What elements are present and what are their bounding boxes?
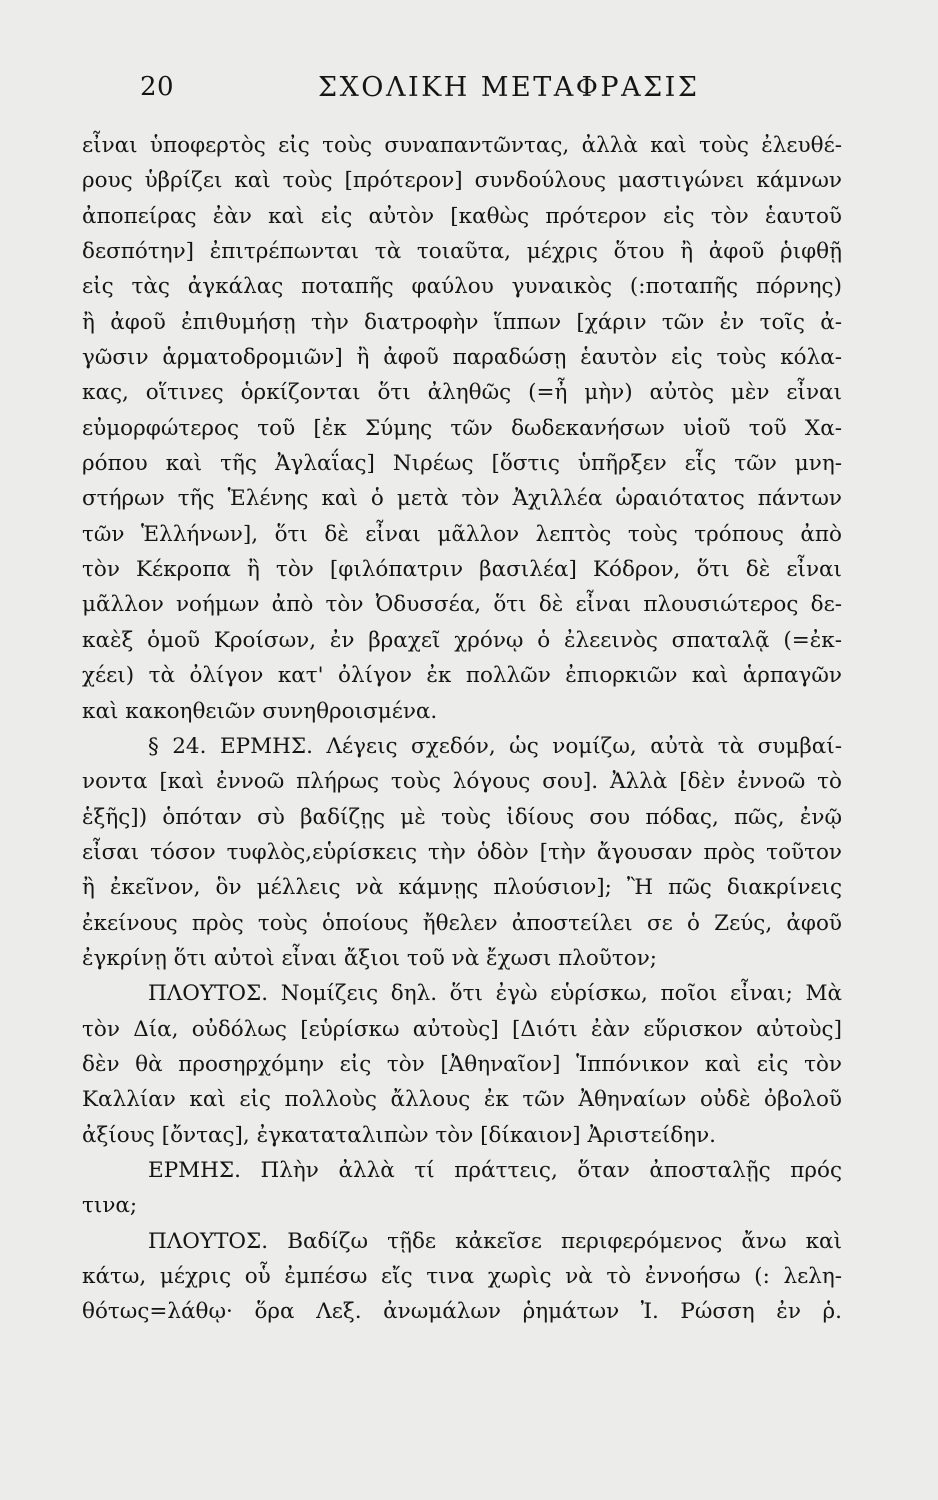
text-line: εἶσαι τόσον τυφλὸς,εὑρίσκεις τὴν ὁδὸν [τὴν ἄγουσαν πρὸς τοῦτον xyxy=(82,839,842,865)
text-line: κας, οἵτινες ὁρκίζονται ὅτι ἀληθῶς (=ἦ μὴν) αὐτὸς μὲν εἶναι xyxy=(82,380,842,406)
text-line: μᾶλλον νοήμων ἀπὸ τὸν Ὀδυσσέα, ὅτι δὲ εἶναι πλουσιώτερος δε- xyxy=(82,592,842,618)
text-line: δεσπότην] ἐπιτρέπωνται τὰ τοιαῦτα, μέχρις ὅτου ἢ ἀφοῦ ῥιφθῇ xyxy=(82,239,842,265)
text-line: καὲξ ὁμοῦ Κροίσων, ἐν βραχεῖ χρόνῳ ὁ ἐλεεινὸς σπαταλᾷ (=ἐκ- xyxy=(82,627,842,653)
body-text xyxy=(82,128,842,1330)
text-line: δὲν θὰ προσηρχόμην εἰς τὸν [Ἀθηναῖον] Ἱππόνικον καὶ εἰς τὸν xyxy=(82,1051,842,1077)
text-line: εὐμορφώτερος τοῦ [ἐκ Σύμης τῶν δωδεκανήσων υἱοῦ τοῦ Χα- xyxy=(82,415,842,441)
text-line: στήρων τῆς Ἑλένης καὶ ὁ μετὰ τὸν Ἀχιλλέα ὡραιότατος πάντων xyxy=(82,486,842,512)
text-line: εἶναι ὑποφερτὸς εἰς τοὺς συναπαντῶντας, ἀλλὰ καὶ τοὺς ἐλευθέ- xyxy=(82,133,842,158)
text-line: γῶσιν ἁρματοδρομιῶν] ἢ ἀφοῦ παραδώσῃ ἑαυτὸν εἰς τοὺς κόλα- xyxy=(82,345,842,371)
text-line: ἐκείνους πρὸς τοὺς ὁποίους ἤθελεν ἀποστείλει σε ὁ Ζεύς, ἀφοῦ xyxy=(82,910,842,936)
text-line: ἑξῆς]) ὁπόταν σὺ βαδίζῃς μὲ τοὺς ἰδίους σου πόδας, πῶς, ἐνῷ xyxy=(82,804,842,830)
text-line: ΕΡΜΗΣ. Πλὴν ἀλλὰ τί πράττεις, ὅταν ἀποσταλῇς πρός xyxy=(148,1157,842,1183)
text-line: ΠΛΟΥΤΟΣ. Νομίζεις δηλ. ὅτι ἐγὼ εὑρίσκω, ποῖοι εἶναι; Μὰ xyxy=(148,981,842,1007)
text-line: τὸν Κέκροπα ἢ τὸν [φιλόπατριν βασιλέα] Κόδρον, ὅτι δὲ εἶναι xyxy=(82,557,842,583)
text-line: § 24. ΕΡΜΗΣ. Λέγεις σχεδόν, ὡς νομίζω, αὐτὰ τὰ συμβαί- xyxy=(148,733,842,759)
text-line: ρους ὑβρίζει καὶ τοὺς [πρότερον] συνδούλους μαστιγώνει κάμνων xyxy=(82,168,842,194)
text-line: τῶν Ἑλλήνων], ὅτι δὲ εἶναι μᾶλλον λεπτὸς τοὺς τρόπους ἀπὸ xyxy=(82,521,842,547)
text-line: ἢ ἐκεῖνον, ὃν μέλλεις νὰ κάμνῃς πλούσιον]; Ἢ πῶς διακρίνεις xyxy=(82,875,842,901)
text-line: καὶ κακοηθειῶν συνηθροισμένα. xyxy=(82,698,438,724)
text-line: νοντα [καὶ ἐννοῶ πλήρως τοὺς λόγους σου]. Ἀλλὰ [δὲν ἐννοῶ τὸ xyxy=(82,769,842,795)
page-number: 20 xyxy=(140,72,175,102)
text-line: ἀποπείρας ἐὰν καὶ εἰς αὐτὸν [καθὼς πρότερον εἰς τὸν ἑαυτοῦ xyxy=(82,203,842,229)
text-line: εἰς τὰς ἀγκάλας ποταπῆς φαύλου γυναικὸς (:ποταπῆς πόρνης) xyxy=(82,274,842,300)
text-line: χέει) τὰ ὀλίγον κατ' ὀλίγον ἐκ πολλῶν ἐπιορκιῶν καὶ ἁρπαγῶν xyxy=(82,663,842,689)
text-line: ἐγκρίνῃ ὅτι αὐτοὶ εἶναι ἄξιοι τοῦ νὰ ἔχωσι πλοῦτον; xyxy=(82,945,658,971)
text-line: ρόπου καὶ τῆς Ἀγλαΐας] Νιρέως [ὅστις ὑπῆρξεν εἷς τῶν μνη- xyxy=(82,451,842,477)
text-line: κάτω, μέχρις οὗ ἐμπέσω εἴς τινα χωρὶς νὰ τὸ ἐννοήσω (: λελη- xyxy=(82,1264,842,1289)
text-line: τινα; xyxy=(82,1193,138,1219)
text-line: τὸν Δία, οὐδόλως [εὑρίσκω αὐτοὺς] [Διότι ἐὰν εὕρισκον αὐτοὺς] xyxy=(82,1016,842,1042)
text-line: ἢ ἀφοῦ ἐπιθυμήσῃ τὴν διατροφὴν ἵππων [χάριν τῶν ἐν τοῖς ἀ- xyxy=(82,309,842,335)
text-line: ΠΛΟΥΤΟΣ. Βαδίζω τῇδε κἀκεῖσε περιφερόμενος ἄνω καὶ xyxy=(148,1228,842,1254)
text-line: ἀξίους [ὄντας], ἐγκαταταλιπὼν τὸν [δίκαιον] Ἀριστείδην. xyxy=(82,1122,716,1148)
text-line: Καλλίαν καὶ εἰς πολλοὺς ἄλλους ἐκ τῶν Ἀθηναίων οὐδὲ ὀβολοῦ xyxy=(82,1087,842,1113)
running-head-title: ΣΧΟΛΙΚΗ ΜΕΤΑΦΡΑΣΙΣ xyxy=(318,72,700,103)
text-line: θότως=λάθῳ· ὅρα Λεξ. ἀνωμάλων ῥημάτων Ἰ. Ρώσση ἐν ῥ. xyxy=(82,1299,842,1325)
